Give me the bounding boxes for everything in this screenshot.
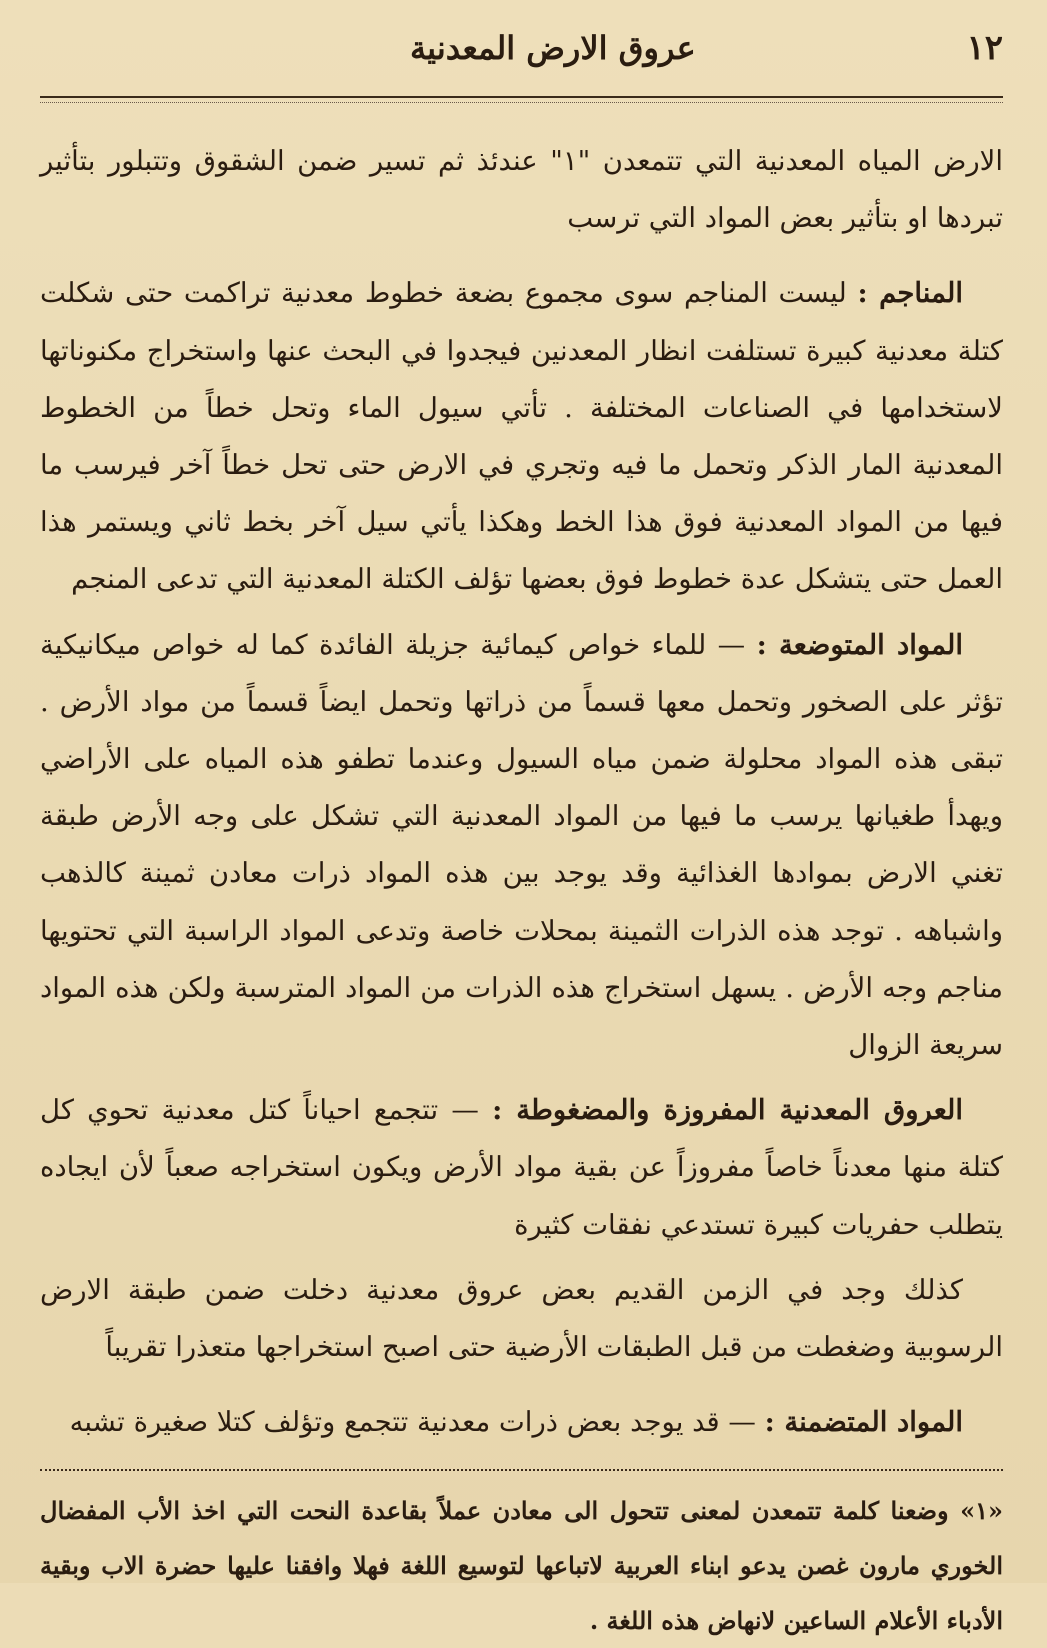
footnote-text: «١» وضعنا كلمة تتمعدن لمعنى تتحول الى معادن عملاً بقاعدة النحت التي اخذ الأب المفضال الخوري مارون غصن يدعو ابناء العربية لاتباعها لتوسيع اللغة فهلا وافقنا عليها حضرة الاب وبقية الأدباء الأعلام الساعين لانهاض هذه اللغة .	[40, 1496, 1004, 1636]
paragraph-1-text: الارض المياه المعدنية التي تتمعدن "١" عندئذ ثم تسير ضمن الشقوق وتتبلور بتأثير تبردها او بتأثير بعض المواد التي ترسب	[40, 145, 1004, 235]
paragraph-1	[40, 133, 1003, 247]
term-mines: المناجم :	[857, 277, 963, 310]
paragraph-mines	[40, 265, 1003, 608]
footnote-rule	[40, 1469, 1003, 1471]
paragraph-ancient-veins	[40, 1262, 1003, 1376]
paragraph-deposited-materials	[40, 617, 1003, 1075]
page-number: ١٢	[966, 28, 1003, 68]
main-text	[40, 133, 1003, 1451]
page-header	[40, 28, 1003, 74]
term-sorted-veins: العروق المعدنية المفروزة والمضغوطة :	[492, 1094, 963, 1127]
paragraph-ancient-veins-text: كذلك وجد في الزمن القديم بعض عروق معدنية دخلت ضمن طبقة الارض الرسوبية وضغطت من قبل الطبقات الأرضية حتى اصبح استخراجها متعذرا تقريباً	[40, 1273, 1003, 1364]
paragraph-sorted-veins	[40, 1082, 1003, 1254]
paragraph-deposited-materials-text: — للماء خواص كيمائية جزيلة الفائدة كما له خواص ميكانيكية تؤثر على الصخور وتحمل معها قسماً من ذراتها وتحمل ايضاً قسماً من مواد الأرض . تبقى هذه المواد محلولة ضمن مياه السيول وعندما تطفو هذه المياه على الأراضي ويهدأ طغيانها يرسب ما فيها من المواد المعدنية التي تشكل على وجه الأرض طبقة تغني الارض بموادها الغذائية وقد يوجد بين هذه المواد ذرات معادن ثمينة كالذهب واشباهه . توجد هذه الذرات الثمينة بمحلات خاصة وتدعى المواد الراسبة التي تحتويها مناجم وجه الأرض . يسهل استخراج هذه الذرات من المواد المترسبة ولكن هذه المواد سريعة الزوال	[40, 628, 1003, 1062]
paragraph-sorted-veins-text: — تتجمع احياناً كتل معدنية تحوي كل كتلة منها معدناً خاصاً مفروزاً عن بقية مواد الأرض ويكون استخراجه صعباً لأن ايجاده يتطلب حفريات كبيرة تستدعي نفقات كثيرة	[40, 1094, 1003, 1241]
term-included-materials: المواد المتضمنة :	[764, 1406, 963, 1439]
paragraph-included-materials-text: — قد يوجد بعض ذرات معدنية تتجمع وتؤلف كتلا صغيرة تشبه	[69, 1406, 765, 1439]
running-title: عروق الارض المعدنية	[410, 29, 696, 67]
footnote	[40, 1483, 1003, 1648]
header-rule	[40, 96, 1003, 103]
paragraph-included-materials	[40, 1394, 1003, 1451]
term-deposited-materials: المواد المتوضعة :	[756, 628, 964, 661]
paragraph-mines-text: ليست المناجم سوى مجموع بضعة خطوط معدنية تراكمت حتى شكلت كتلة معدنية كبيرة تستلفت انظار المعدنين فيجدوا في البحث عنها واستخراج مكنوناتها لاستخدامها في الصناعات المختلفة . تأتي سيول الماء وتحل خطاً من الخطوط المعدنية المار الذكر وتحمل ما فيه وتجري في الارض حتى تحل خطاً آخر فيرسب ما فيها من المواد المعدنية فوق هذا الخط وهكذا يأتي سيل آخر بخط ثاني ويستمر هذا العمل حتى يتشكل عدة خطوط فوق بعضها تؤلف الكتلة المعدنية التي تدعى المنجم	[40, 277, 1003, 596]
